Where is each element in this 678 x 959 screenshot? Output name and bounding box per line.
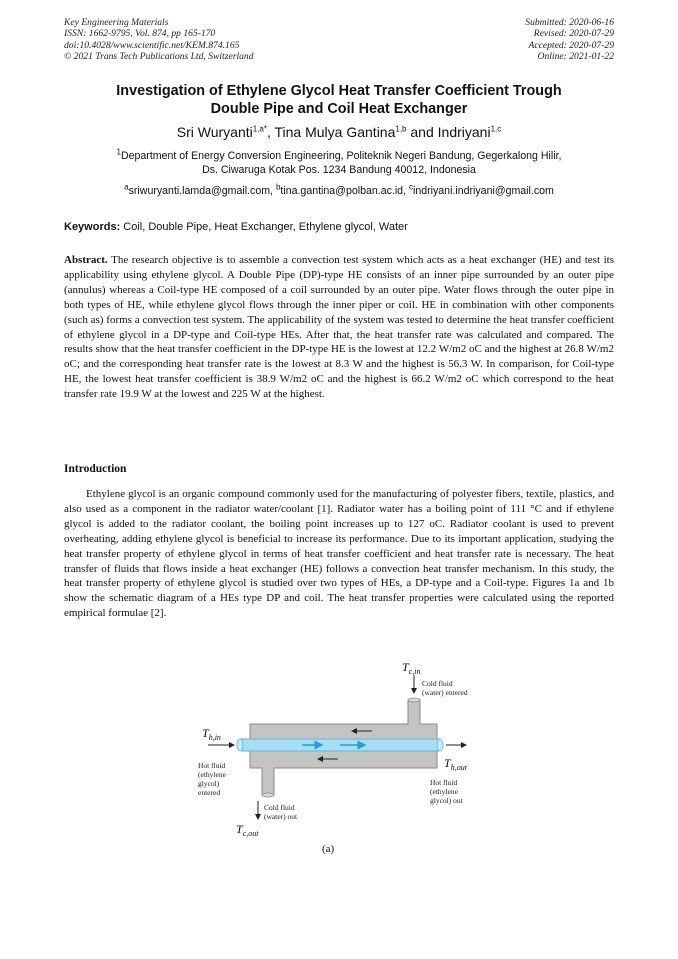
hot-fluid-entered-line-1: Hot fluid (198, 761, 226, 770)
figure-caption: (a) (322, 843, 335, 855)
keywords (64, 220, 614, 234)
accepted-date: Accepted: 2020-07-29 (528, 39, 614, 51)
revised-date: Revised: 2020-07-29 (533, 28, 614, 40)
hot-fluid-out-line-2: (ethylene (430, 787, 458, 796)
email-b-marker: b (275, 182, 281, 192)
abstract (64, 253, 614, 402)
outer-outlet-port (262, 793, 274, 797)
author-3: Indriyani (437, 124, 491, 140)
paper-title (64, 82, 614, 118)
cold-fluid-entered-line-2: (water) entered (422, 688, 468, 697)
inner-pipe-inlet-end (237, 739, 243, 751)
author-3-affil: 1,c (490, 124, 502, 134)
keywords-label: Keywords: (64, 221, 121, 233)
inner-pipe-outlet-end (437, 739, 443, 751)
abstract-label: Abstract. (64, 254, 108, 266)
title-line-1: Investigation of Ethylene Glycol Heat Transfer Coefficient Trough (116, 83, 562, 99)
author-sep-2: and (406, 124, 438, 140)
author-1-affil: 1,a* (252, 124, 267, 134)
email-c: indriyani.indriyani@gmail.com (412, 185, 554, 197)
submitted-date: Submitted: 2020-06-16 (525, 17, 614, 28)
email-b: tina.gantina@polban.ac.id, (280, 185, 409, 197)
journal-header-right (525, 17, 614, 63)
journal-name: Key Engineering Materials (64, 17, 169, 28)
th-out-label: $T_{h,out}$ (444, 756, 467, 772)
hot-fluid-entered-line-3: glycol) (198, 779, 220, 788)
author-sep-1: , (266, 124, 275, 140)
author-2-affil: 1,b (395, 124, 407, 134)
affiliation-line-1: Department of Energy Conversion Engineering, Politeknik Negeri Bandung, Gegerkalong Hilir, (120, 150, 562, 162)
double-pipe-heat-exchanger-diagram (190, 655, 490, 840)
abstract-text: The research objective is to assemble a convection test system which acts as a heat exchanger (HE) and test its applicability using ethylene glycol. A Double Pipe (DP)-type HE consists of an inner pipe surrounded by an outer pipe (annulus) whereas a Coil-type HE composed of a coil surrounded by an outer pipe. Water flows through the outer pipe in both types of HE, while ethylene glycol flows through the inner piper or coil. HE in combination with other components (such as) forms a convection test system. The applicability of the system was tested to determine the heat transfer coefficient of ethylene glycol in a DP-type and Coil-type HEs. After that, the heat transfer rate was calculated and compared. The results show that the heat transfer coefficient in the DP-type HE is the lowest at 12.2 W/m2 oC and the highest at 26.8 W/m2 oC; and the corresponding heat transfer rate is the lowest at 8.3 W and the highest is 56.3 W. In comparison, for Coil-type HE, the lowest heat transfer coefficient is 38.9 W/m2 oC and the highest is 66.2 W/m2 oC which correspond to the heat transfer rate 19.9 W at the lowest and 225 W at the highest. (64, 254, 614, 401)
hot-fluid-entered-line-4: entered (198, 788, 221, 797)
affiliation-line-2: Ds. Ciwaruga Kotak Pos. 1234 Bandung 40012, Indonesia (202, 164, 476, 176)
online-date: Online: 2021-01-22 (537, 51, 614, 63)
journal-header-left (64, 17, 254, 63)
hot-fluid-out-line-3: glycol) out (430, 796, 463, 805)
th-in-label: $T_{h,in}$ (202, 726, 221, 742)
introduction-heading: Introduction (64, 463, 127, 475)
outer-inlet-port (408, 698, 420, 702)
email-a: sriwuryanti.lamda@gmail.com, (128, 185, 276, 197)
issn-line: ISSN: 1662-9795, Vol. 874, pp 165-170 (64, 28, 216, 40)
cold-fluid-out-line-2: (water) out (264, 812, 298, 821)
author-list (64, 123, 614, 141)
copyright-line: © 2021 Trans Tech Publications Ltd, Switzerland (64, 51, 254, 63)
tc-in-label: $T_{c,in}$ (402, 660, 421, 676)
cold-fluid-out-line-1: Cold fluid (264, 803, 295, 812)
cold-fluid-entered-line-1: Cold fluid (422, 679, 453, 688)
email-a-marker: a (124, 182, 129, 192)
affiliation (64, 149, 614, 177)
introduction-text: Ethylene glycol is an organic compound commonly used for the manufacturing of polyester fibers, textile, plastics, and also used as a component in the radiator water/coolant [1]. Radiator water has a boiling point of 111 °C and if ethylene glycol is added to the radiator coolant, the boiling point increases up to 127 oC. Radiator coolant is used to prevent overheating, adding ethylene glycol is beneficial to increase its performance. Due to its important application, studying the heat transfer property of ethylene glycol in terms of heat transfer coefficient and heat transfer rate is necessary. The heat transfer of fluids that flows inside a heat exchanger (HE) follows a convection heat transfer mechanism. In this study, the heat transfer property of ethylene glycol is studied over two types of HEs, a DP-type and a Coil-type. Figures 1a and 1b show the schematic diagram of a HEs type DP and coil. The heat transfer properties were calculated using the reported empirical formulae [2]. (64, 488, 614, 620)
tc-out-label: $T_{c,out}$ (236, 822, 259, 838)
title-line-2: Double Pipe and Coil Heat Exchanger (210, 101, 468, 117)
author-emails (64, 184, 614, 198)
email-c-marker: c (408, 182, 413, 192)
hot-fluid-out-line-1: Hot fluid (430, 778, 458, 787)
hot-fluid-entered-line-2: (ethylene (198, 770, 226, 779)
affiliation-marker: 1 (116, 147, 121, 157)
author-1: Sri Wuryanti (176, 124, 253, 140)
keywords-text: Coil, Double Pipe, Heat Exchanger, Ethylene glycol, Water (120, 221, 408, 233)
author-2: Tina Mulya Gantina (274, 124, 396, 140)
doi-line: doi:10.4028/www.scientific.net/KEM.874.165 (64, 39, 240, 51)
